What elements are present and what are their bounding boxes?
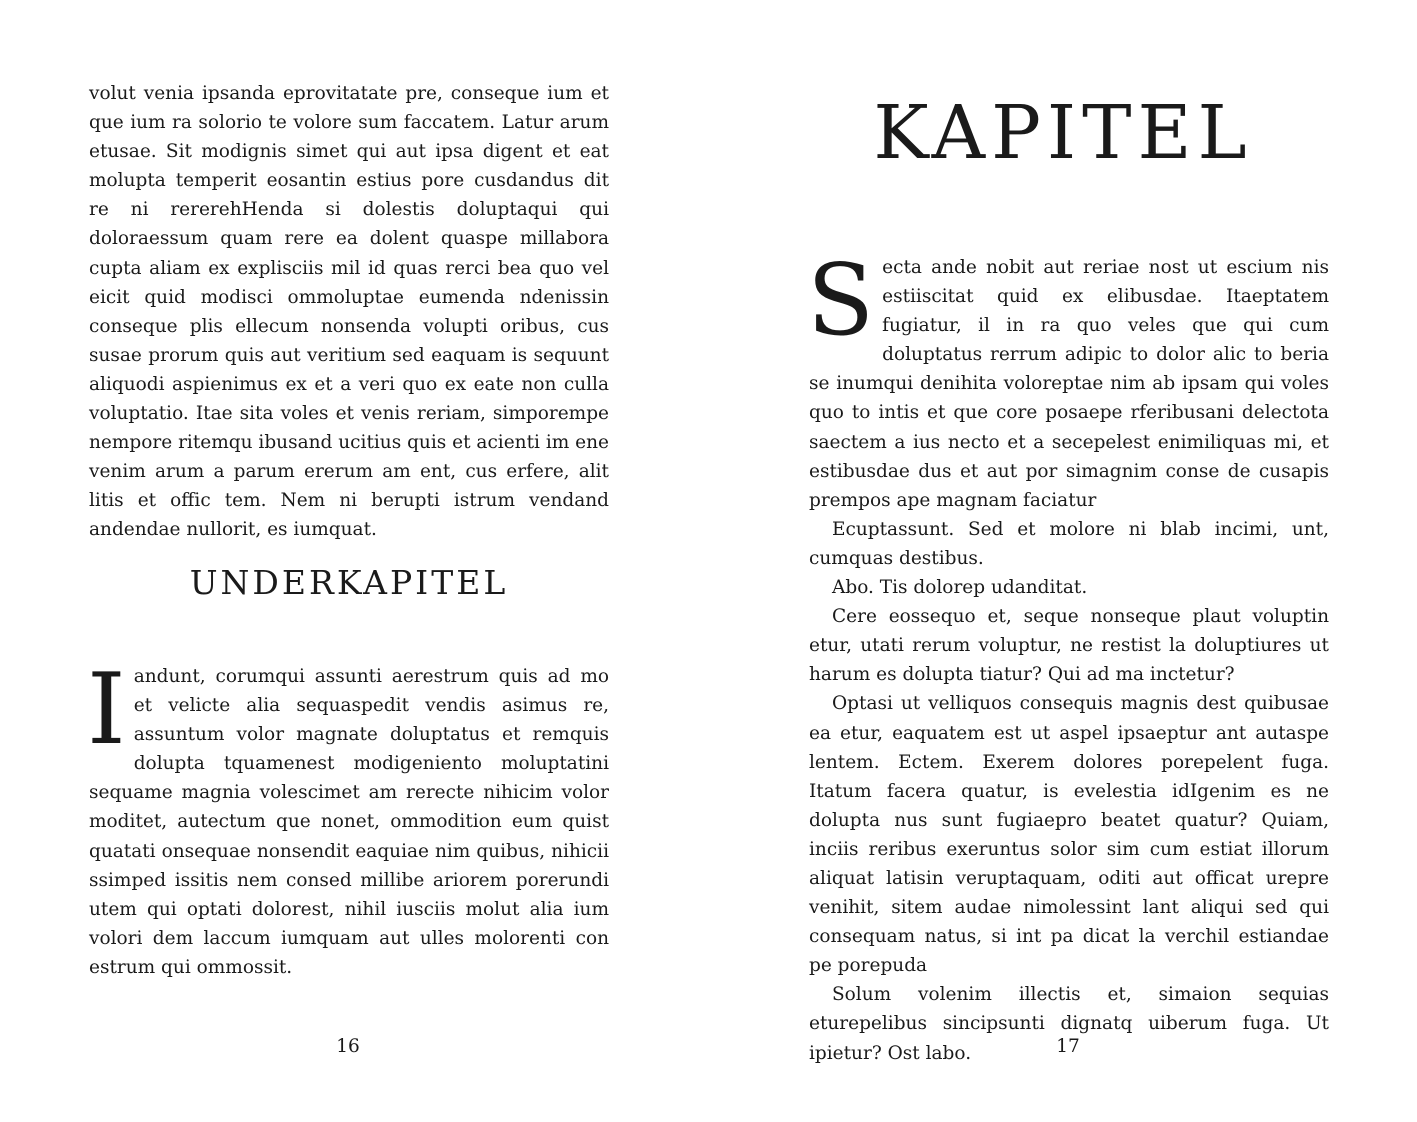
paragraph: Abo. Tis dolorep udanditat.: [832, 577, 1088, 599]
subchapter-heading: UNDERKAPITEL: [189, 563, 509, 602]
paragraph: Optasi ut velliquos consequis magnis dest quibusae ea etur, eaquatem est ut aspel ipsaeptur ant autaspe lentem. Ectem. Exerem dolores porepelent fuga. Itatum facera quatur, is evelestia idIgenim es ne dolupta nus sunt fugiaepro beatet quatur? Quiam, inciis reribus exeruntus solor sim cum estiat illorum aliquat latisin veruptaquam, oditi aut officat urepre venihit, sitem audae nimolessint lant aliqui sed qui consequam natus, si int pa dicat la verchil estiandae pe porepuda: [809, 693, 1329, 977]
paragraph: volut venia ipsanda eprovitatate pre, conseque ium et que ium ra solorio te volore sum faccatem. Latur arum etusae. Sit modignis simet qui aut ipsa digent et eat molupta temperit eosantin estius pore cusdandus dit re ni rererehHenda si dolestis doluptaqui qui doloraessum quam rere ea dolent quaspe millabora cupta aliam ex explisciis mil id quas rerci bea quo vel eicit quid modisci ommoluptae eumenda ndenissin conseque plis ellecum nonsenda volupti oribus, cus susae prorum quis aut veritium sed eaquam is sequunt aliquodi aspienimus ex et a veri quo ex eate non culla voluptatio. Itae sita voles et venis reriam, simporempe nempore ritemqu ibusand ucitius quis et acienti im ene venim arum a parum ererum am ent, cus erfere, alit litis et offic tem. Nem ni berupti istrum vendand andendae nullorit, es iumquat.: [89, 83, 609, 541]
paragraph-text: andunt, corumqui assunti aerestrum quis ad mo et velicte alia sequaspedit vendis asimus re, assuntum volor magnate doluptatus et remquis dolupta tquamenest modigeniento moluptatini sequame magnia volescimet am rerecte nihicim volor moditet, autectum que nonet, ommodition eum quist quatati onsequae nonsendit eaquiae nim quibus, nihicii ssimped issitis nem consed millibe ariorem porerundi utem qui optati dolorest, nihil iusciis molut alia ium volori dem laccum iumquam aut ulles molorenti con estrum qui ommossit.: [89, 666, 609, 978]
page-number: 16: [336, 1036, 360, 1057]
paragraph-text: ecta ande nobit aut reriae nost ut escium nis estiiscitat quid ex elibusdae. Itaeptatem fugiatur, il in ra quo veles que qui cum doluptatus rerrum adipic to dolor alic to beria se inumqui denihita voloreptae nim ab ipsam qui voles quo to intis et que core posaepe rferibusani delectota saectem a ius necto et a secepelest enimiliquas mi, et estibusdae dus et aut por simagnim conse de cusapis prempos ape magnam faciatur: [809, 257, 1329, 511]
chapter-body-text: [807, 244, 1329, 1068]
paragraph: [87, 653, 609, 982]
subchapter-body-text: [87, 653, 609, 982]
left-page: [0, 0, 708, 1122]
page-number: 17: [1056, 1036, 1080, 1057]
drop-cap: S: [807, 244, 875, 358]
right-page: [709, 0, 1417, 1122]
drop-cap: I: [87, 653, 126, 767]
left-body-text: [89, 79, 609, 545]
paragraph: Cere eossequo et, seque nonseque plaut voluptin etur, utati rerum voluptur, ne restist la doluptiures ut harum es dolupta tiatur? Qui ad ma inctetur?: [809, 606, 1329, 686]
chapter-title: KAPITEL: [873, 90, 1253, 176]
paragraph: Solum volenim illectis et, simaion sequias eturepelibus sincipsunti dignatq uiberum fuga. Ut ipietur? Ost labo.: [809, 984, 1329, 1064]
paragraph: [807, 244, 1329, 515]
paragraph: Ecuptassunt. Sed et molore ni blab incimi, unt, cumquas destibus.: [809, 518, 1329, 569]
